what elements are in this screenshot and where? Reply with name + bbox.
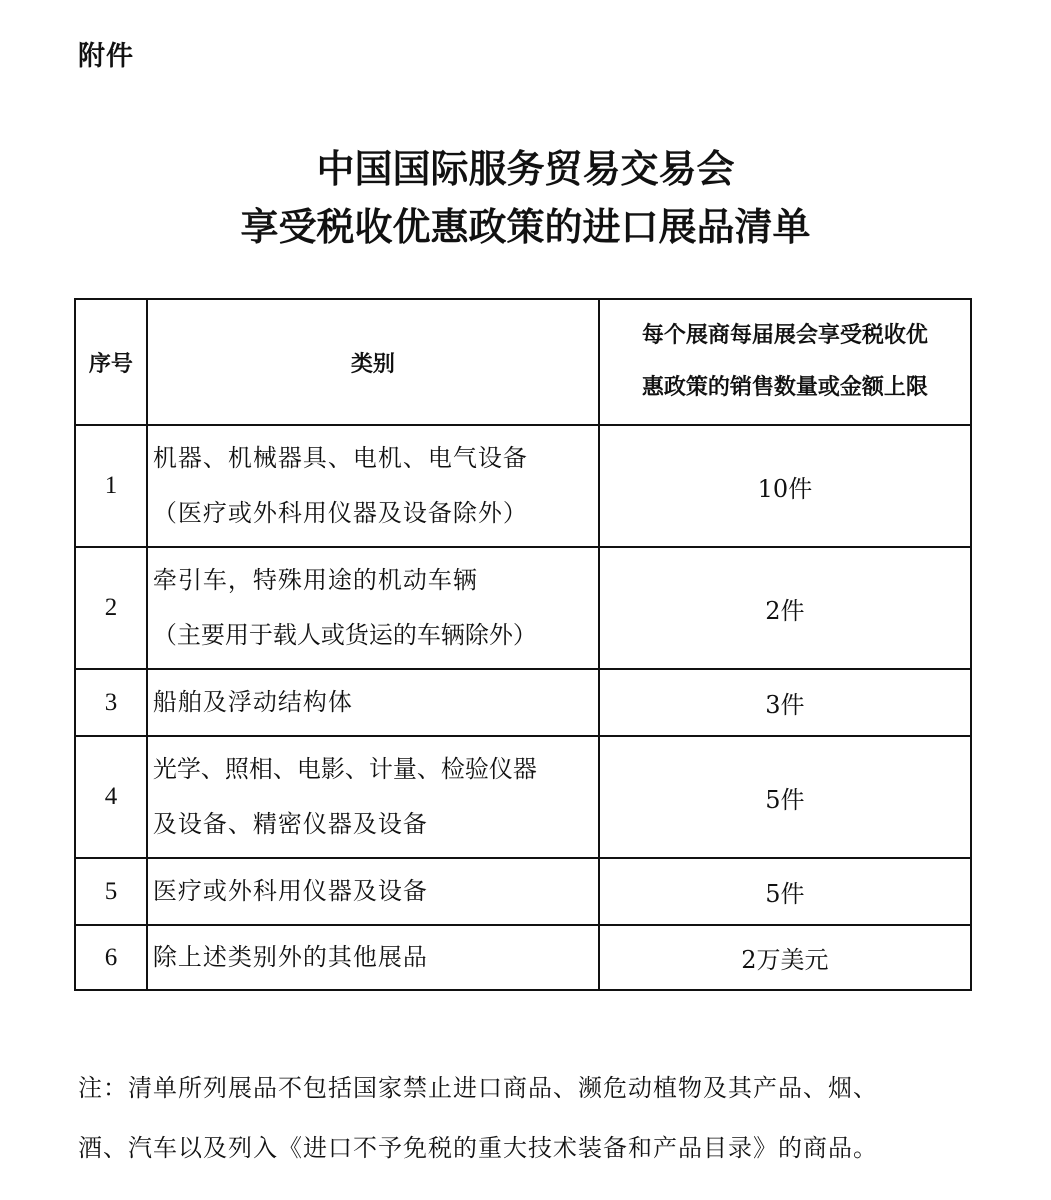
- row-limit: 2件: [599, 547, 971, 669]
- row-index: 5: [75, 858, 147, 925]
- row-category: [147, 669, 599, 736]
- footnote: [78, 1058, 978, 1178]
- row-limit: 3件: [599, 669, 971, 736]
- table-row: [75, 925, 971, 990]
- table-header-row: [75, 299, 971, 425]
- attachment-label: 附件: [78, 41, 134, 72]
- column-header-limit-line2: 惠政策的销售数量或金额上限: [641, 375, 928, 400]
- row-limit: 10件: [599, 425, 971, 547]
- row-limit: 5件: [599, 736, 971, 858]
- row-category-line1: 除上述类别外的其他展品: [152, 943, 428, 971]
- table-row: [75, 736, 971, 858]
- row-category-line1: 船舶及浮动结构体: [152, 688, 353, 716]
- row-category: [147, 736, 599, 858]
- row-index: 4: [75, 736, 147, 858]
- row-category-line2: （主要用于载人或货运的车辆除外）: [152, 621, 537, 649]
- row-category-line1: 牵引车，特殊用途的机动车辆: [152, 566, 478, 594]
- row-index: 3: [75, 669, 147, 736]
- row-category-line1: 医疗或外科用仪器及设备: [152, 877, 428, 905]
- row-limit: 2万美元: [599, 925, 971, 990]
- table-row: [75, 425, 971, 547]
- document-title-line2: 享受税收优惠政策的进口展品清单: [240, 204, 811, 249]
- row-category: [147, 925, 599, 990]
- document-title-line1: 中国国际服务贸易交易会: [316, 146, 735, 191]
- row-index: 2: [75, 547, 147, 669]
- footnote-line2: 酒、汽车以及列入《进口不予免税的重大技术装备和产品目录》的商品。: [78, 1134, 878, 1162]
- footnote-line1: 注：清单所列展品不包括国家禁止进口商品、濒危动植物及其产品、烟、: [78, 1074, 878, 1102]
- table-row: [75, 669, 971, 736]
- column-header-limit: [599, 299, 971, 425]
- row-category-line2: （医疗或外科用仪器及设备除外）: [152, 499, 528, 527]
- column-header-limit-line1: 每个展商每届展会享受税收优: [641, 323, 928, 348]
- row-category-line2: 及设备、精密仪器及设备: [152, 810, 428, 838]
- row-category-line1: 光学、照相、电影、计量、检验仪器: [152, 755, 537, 783]
- row-category: [147, 858, 599, 925]
- table-row: [75, 547, 971, 669]
- row-category: [147, 425, 599, 547]
- column-header-category: 类别: [147, 299, 599, 425]
- row-limit: 5件: [599, 858, 971, 925]
- row-index: 1: [75, 425, 147, 547]
- table-row: [75, 858, 971, 925]
- row-index: 6: [75, 925, 147, 990]
- column-header-index: 序号: [75, 299, 147, 425]
- row-category: [147, 547, 599, 669]
- row-category-line1: 机器、机械器具、电机、电气设备: [152, 444, 528, 472]
- exhibit-list-table: [74, 298, 972, 991]
